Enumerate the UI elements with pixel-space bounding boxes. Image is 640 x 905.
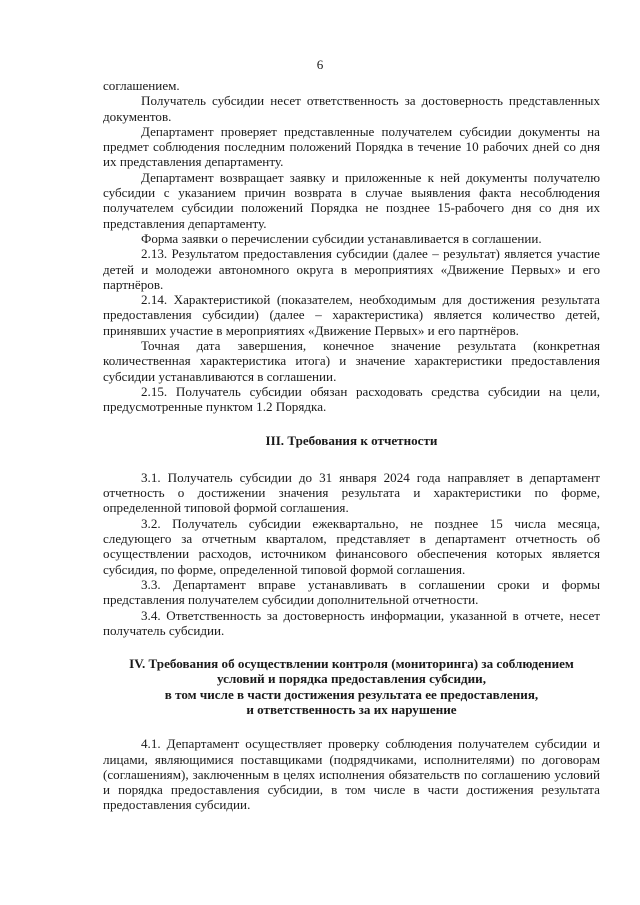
paragraph-2-13: 2.13. Результатом предоставления субсидии (далее – результат) является участие детей и молодежи автономного округа в мероприятиях «Движение Первых» и его партнёров. — [103, 246, 600, 292]
paragraph-3-2: 3.2. Получатель субсидии ежеквартально, не позднее 15 числа месяца, следующего за отчетным кварталом, представляет в департамент отчетность об осуществлении расходов, источником финансового обеспечения которых является субсидия, по форме, определенной типовой формой соглашения. — [103, 515, 600, 577]
section-3-heading: III. Требования к отчетности — [265, 432, 438, 448]
section-4-heading-line: и ответственность за их нарушение — [246, 701, 457, 717]
section-4-heading-line: условий и порядка предоставления субсидии, — [216, 671, 486, 687]
paragraph: соглашением. — [103, 78, 180, 93]
paragraph-2-14: 2.14. Характеристикой (показателем, необходимым для достижения результата предоставления субсидии) (далее – характеристика) является количество детей, принявших участие в мероприятиях «Движение Первых» и его партнёров. — [103, 292, 600, 338]
paragraph-4-1: 4.1. Департамент осуществляет проверку соблюдения получателем субсидии и лицами, являющимися поставщиками (подрядчиками, исполнителями) по договорам (соглашениям), заключенным в целях исполнения обязательств по соглашению условий и порядка предоставления субсидии, в том числе в части достижения результата предоставления субсидии. — [103, 736, 600, 813]
section-4-heading-line: IV. Требования об осуществлении контроля (мониторинга) за соблюдением — [129, 656, 574, 672]
page-number: 6 — [316, 57, 324, 72]
paragraph: Точная дата завершения, конечное значение результата (конкретная количественная характеристика итога) и значение характеристики предоставления субсидии устанавливаются в соглашении. — [103, 338, 600, 384]
section-4-heading-line: в том числе в части достижения результата ее предоставления, — [164, 686, 539, 702]
section-4-heading — [103, 656, 600, 717]
paragraph-3-1: 3.1. Получатель субсидии до 31 января 2024 года направляет в департамент отчетность о достижении значения результата и характеристики по форме, определенной типовой формой соглашения. — [103, 469, 600, 516]
paragraph: Департамент возвращает заявку и приложенные к ней документы получателю субсидии с указанием причин возврата в случае выявления факта несоблюдения получателем субсидии положений Порядка не позднее 15-рабочего дня со дня их представления департаменту. — [103, 169, 600, 231]
paragraph: Получатель субсидии несет ответственность за достоверность представленных документов. — [103, 93, 600, 124]
paragraph-2-15: 2.15. Получатель субсидии обязан расходовать средства субсидии на цели, предусмотренные пунктом 1.2 Порядка. — [103, 383, 600, 415]
paragraph-3-3: 3.3. Департамент вправе устанавливать в соглашении сроки и формы представления получателем субсидии дополнительной отчетности. — [103, 576, 600, 608]
paragraph: Форма заявки о перечислении субсидии устанавливается в соглашении. — [141, 230, 542, 246]
paragraph-3-4: 3.4. Ответственность за достоверность информации, указанной в отчете, несет получатель субсидии. — [103, 607, 600, 638]
paragraph: Департамент проверяет представленные получателем субсидии документы на предмет соблюдения последним положений Порядка в течение 10 рабочих дней со дня их представления департаменту. — [103, 123, 600, 170]
document-body — [103, 78, 600, 813]
